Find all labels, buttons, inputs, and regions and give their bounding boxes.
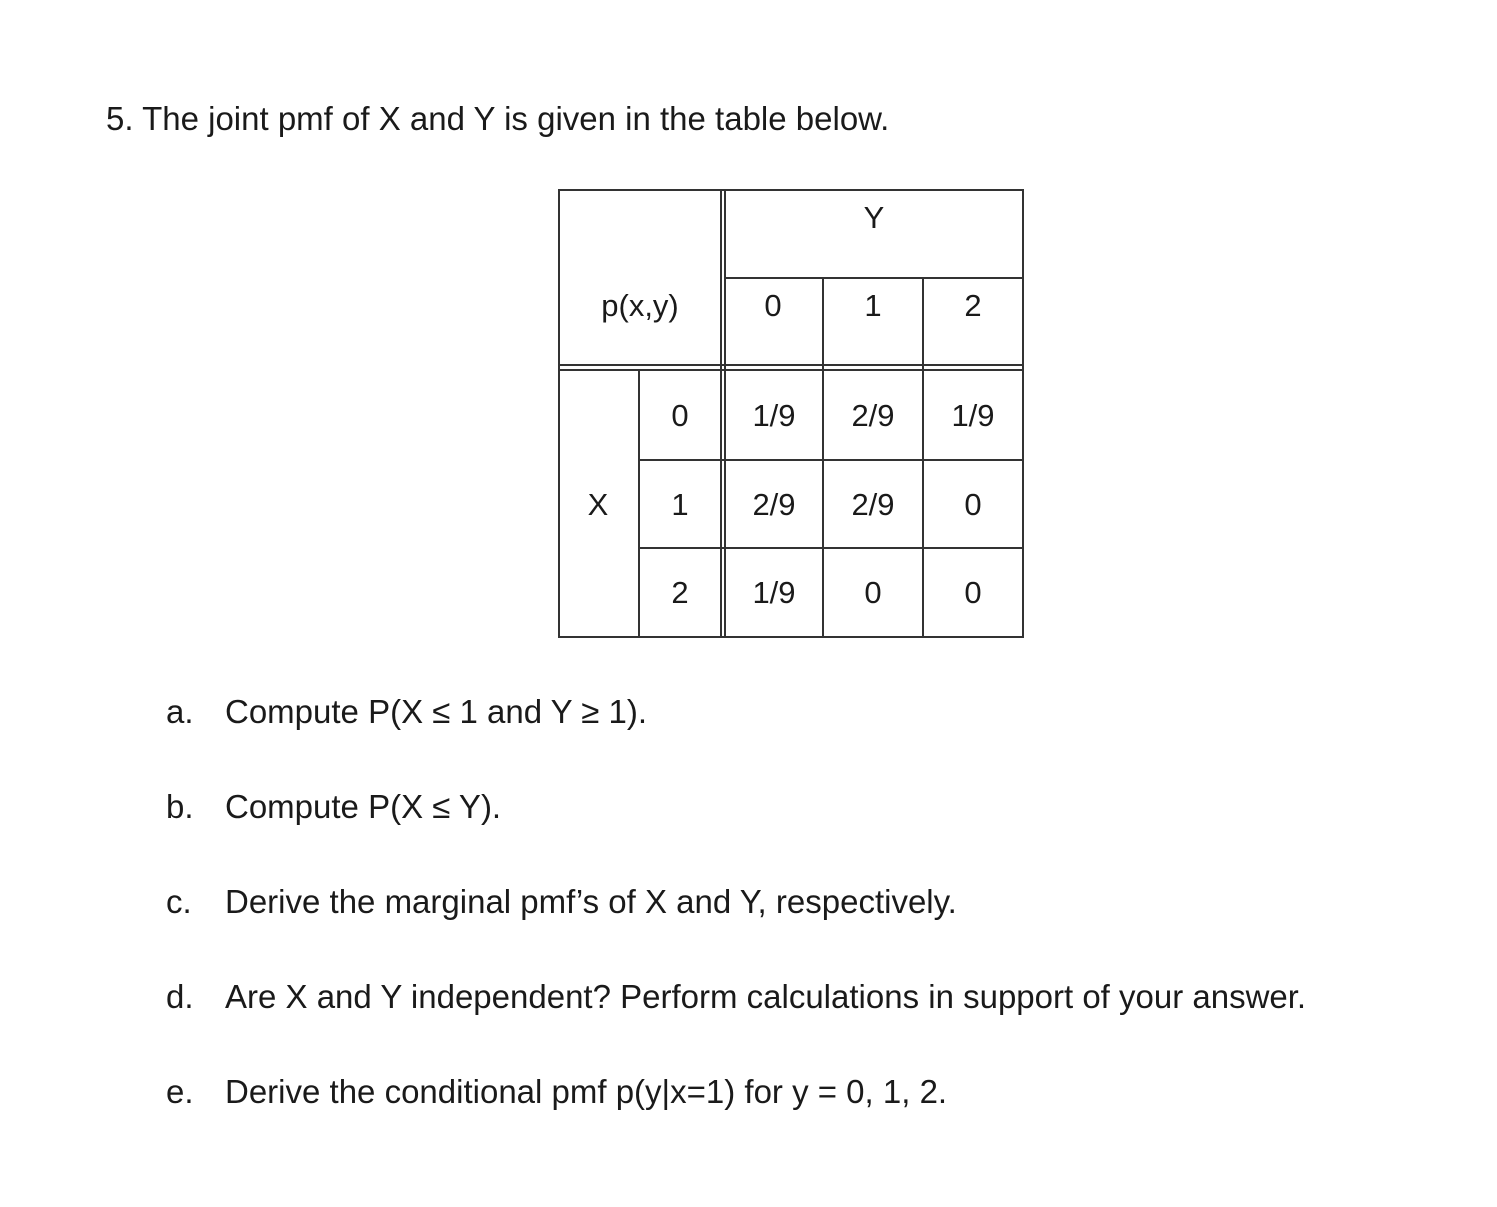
probability-cell: 1/9: [951, 397, 995, 433]
problem-heading: 5. The joint pmf of X and Y is given in the table below.: [106, 100, 890, 137]
y-value: 0: [764, 287, 782, 323]
question-letter: b.: [166, 788, 194, 825]
question-letter: d.: [166, 978, 194, 1015]
question-letter: a.: [166, 693, 194, 730]
x-variable-label: X: [587, 486, 609, 522]
y-value: 2: [964, 287, 982, 323]
question-text: Derive the conditional pmf p(y|x=1) for y = 0, 1, 2.: [225, 1073, 948, 1110]
probability-cell: 2/9: [752, 486, 796, 522]
probability-cell: 1/9: [752, 575, 796, 610]
x-value: 2: [671, 575, 689, 610]
question-text: Compute P(X ≤ 1 and Y ≥ 1).: [225, 693, 648, 730]
table-divider-horizontal-a: [558, 364, 1024, 366]
x-value: 1: [671, 486, 689, 522]
table-border-left: [558, 189, 560, 638]
question-letter: c.: [166, 883, 192, 920]
table-divider-vertical-a: [720, 189, 722, 638]
probability-cell: 0: [964, 486, 982, 522]
probability-cell: 0: [864, 575, 882, 610]
probability-cell: 2/9: [851, 486, 895, 522]
question-b: [166, 786, 501, 828]
question-c: [166, 881, 957, 923]
probability-cell: 1/9: [752, 397, 796, 433]
y-value: 1: [864, 287, 882, 323]
question-letter: e.: [166, 1073, 194, 1110]
table-border-right: [1022, 189, 1024, 638]
question-text: Compute P(X ≤ Y).: [225, 788, 502, 825]
question-d: [166, 976, 1306, 1018]
y-variable-label: Y: [863, 199, 885, 235]
x-value: 0: [671, 397, 689, 433]
table-border-bottom: [558, 636, 1024, 638]
pmf-corner-label: p(x,y): [601, 287, 679, 323]
joint-pmf-table: [558, 189, 1024, 638]
question-e: [166, 1071, 947, 1113]
probability-cell: 2/9: [851, 397, 895, 433]
question-a: [166, 691, 647, 733]
question-text: Derive the marginal pmf’s of X and Y, respectively.: [225, 883, 957, 920]
question-text: Are X and Y independent? Perform calculations in support of your answer.: [225, 978, 1307, 1015]
probability-cell: 0: [964, 575, 982, 610]
